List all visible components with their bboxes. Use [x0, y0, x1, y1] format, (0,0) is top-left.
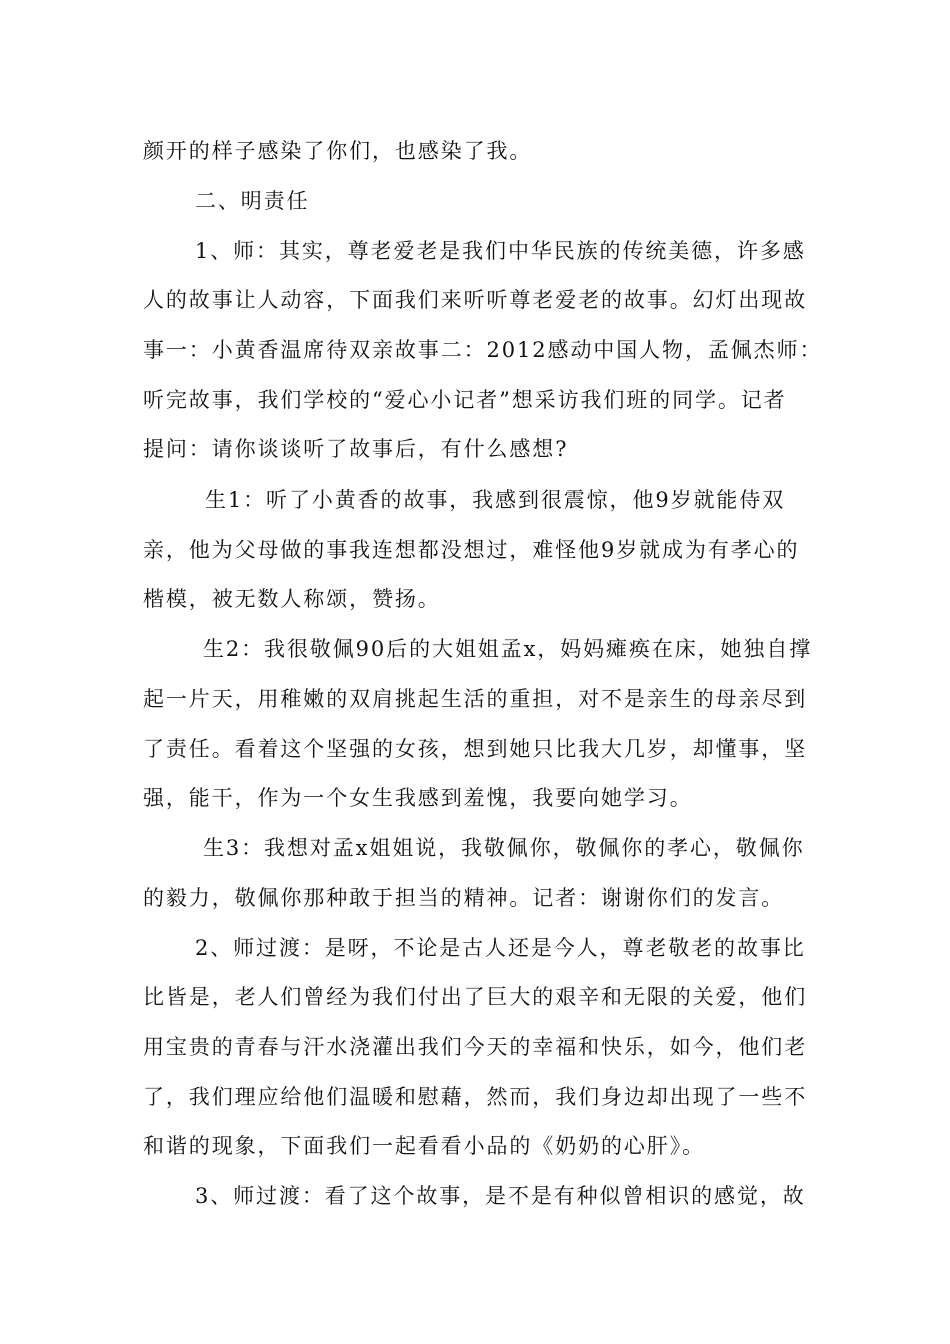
text-line: 起一片天，用稚嫩的双肩挑起生活的重担，对不是亲生的母亲尽到: [143, 687, 808, 711]
text-line: 生3：我想对孟x姐姐说，我敬佩你，敬佩你的孝心，敬佩你: [203, 836, 805, 860]
text-line: 人的故事让人动容，下面我们来听听尊老爱老的故事。幻灯出现故: [143, 288, 808, 312]
text-line: 2、师过渡：是呀，不论是古人还是今人，尊老敬老的故事比: [195, 936, 806, 960]
text-line: 提问：请你谈谈听了故事后，有什么感想?: [143, 437, 569, 461]
text-line: 用宝贵的青春与汗水浇灌出我们今天的幸福和快乐，如今，他们老: [143, 1035, 808, 1059]
text-line: 了责任。看着这个坚强的女孩，想到她只比我大几岁，却懂事，坚: [143, 737, 808, 761]
text-line: 1、师：其实，尊老爱老是我们中华民族的传统美德，许多感: [195, 239, 806, 263]
text-line: 3、师过渡：看了这个故事，是不是有种似曾相识的感觉，故: [195, 1184, 806, 1208]
text-line: 楷模，被无数人称颂，赞扬。: [143, 587, 441, 611]
text-line: 生1：听了小黄香的故事，我感到很震惊，他9岁就能侍双: [205, 488, 786, 512]
section-heading: 二、明责任: [195, 189, 310, 213]
text-line: 生2：我很敬佩90后的大姐姐孟x，妈妈瘫痪在床，她独自撑: [203, 637, 813, 661]
text-line: 比皆是，老人们曾经为我们付出了巨大的艰辛和无限的关爱，他们: [143, 985, 808, 1009]
text-line: 了，我们理应给他们温暖和慰藉，然而，我们身边却出现了一些不: [143, 1085, 808, 1109]
text-line: 的毅力，敬佩你那种敢于担当的精神。记者：谢谢你们的发言。: [143, 886, 785, 910]
text-line: 事一：小黄香温席待双亲故事二：2012感动中国人物，孟佩杰师：: [143, 338, 823, 362]
text-line: 颜开的样子感染了你们，也感染了我。: [143, 139, 533, 163]
text-line: 强，能干，作为一个女生我感到羞愧，我要向她学习。: [143, 786, 693, 810]
text-line: 听完故事，我们学校的“爱心小记者”想采访我们班的同学。记者: [143, 388, 787, 412]
text-line: 和谐的现象，下面我们一起看看小品的《奶奶的心肝》。: [143, 1134, 705, 1158]
text-line: 亲，他为父母做的事我连想都没想过，难怪他9岁就成为有孝心的: [143, 538, 800, 562]
